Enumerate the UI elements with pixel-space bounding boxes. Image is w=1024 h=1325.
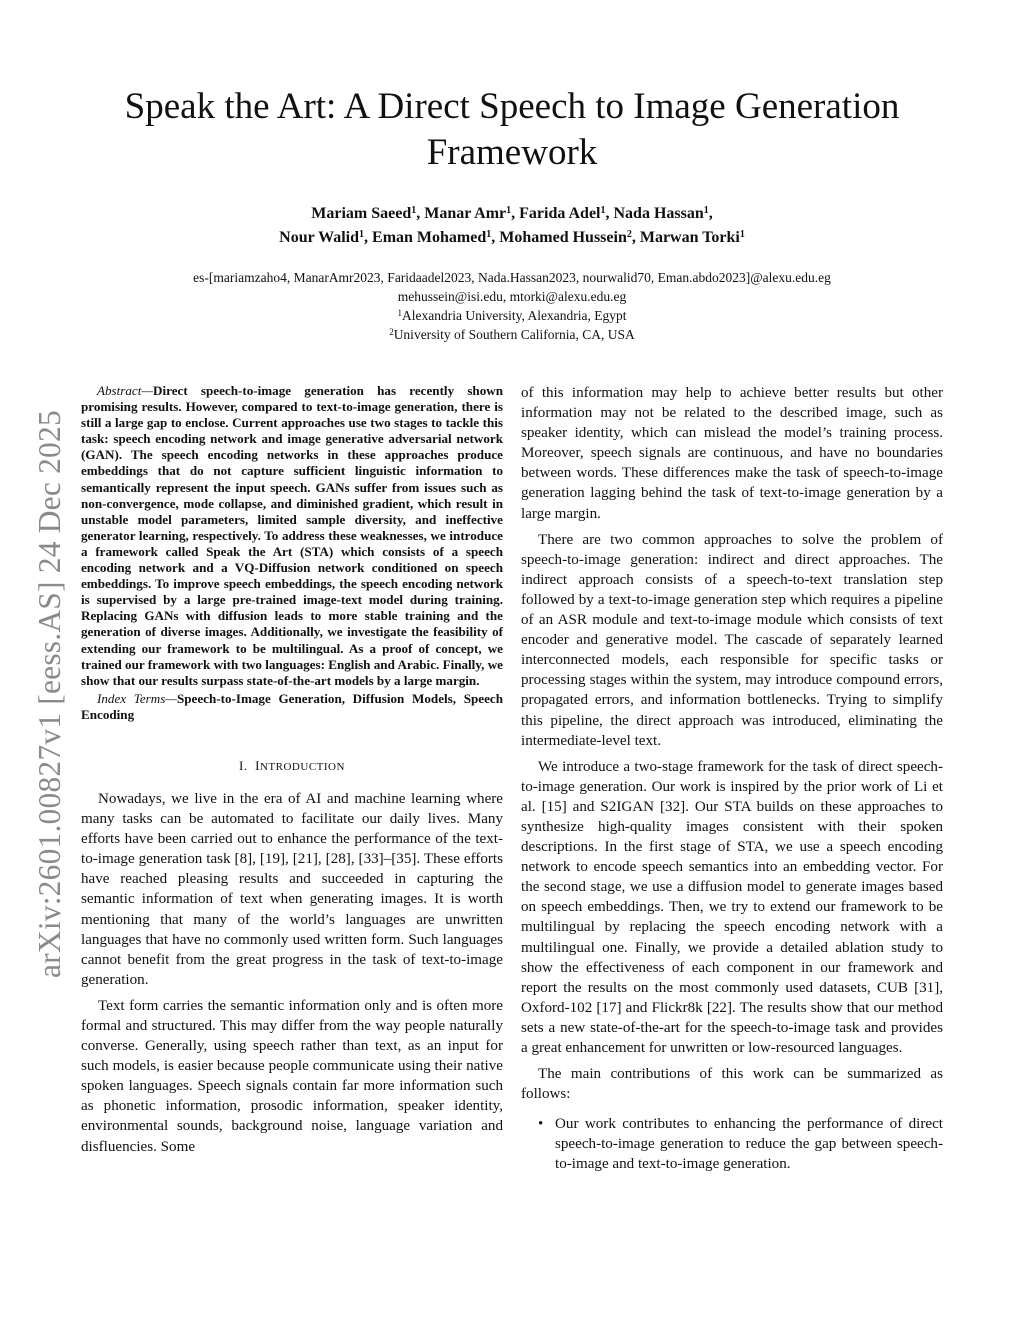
section-heading-introduction: I. INTRODUCTION xyxy=(239,757,345,773)
author: Manar Amr xyxy=(424,205,507,222)
author: Mohamed Hussein xyxy=(499,229,627,246)
author: Marwan Torki xyxy=(639,229,740,246)
abstract xyxy=(81,383,503,689)
paper-title: Speak the Art: A Direct Speech to Image Generation Framework xyxy=(124,86,900,173)
contributions-list xyxy=(521,1114,943,1174)
email-line-2: mehussein@isi.edu, mtorki@alexu.edu.eg xyxy=(397,289,627,304)
author: Farida Adel xyxy=(519,205,601,222)
affiliation-1: $^1$Alexandria University, Alexandria, Egypt xyxy=(397,308,627,323)
author: Mariam Saeed xyxy=(311,205,412,222)
author-affiliation-mark: 1 xyxy=(359,229,365,240)
paper-header xyxy=(80,84,944,344)
author: Eman Mohamed xyxy=(372,229,487,246)
author-affiliation-mark: 1 xyxy=(739,229,745,240)
arxiv-identifier-stamp: arXiv:2601.00827v1 [eess.AS] 24 Dec 2025 xyxy=(32,410,67,978)
author-line-1: Mariam Saeed$^1$, Manar Amr$^1$, Farida Adel$^1$, Nada Hassan$^1$, xyxy=(311,205,713,222)
list-item xyxy=(521,1114,943,1174)
author-affiliation-mark: 1 xyxy=(411,205,417,216)
paragraph: There are two common approaches to solve the problem of speech-to-image generation: indirect and direct approaches. The indirect approach consists of a speech-to-text translation step followed by a text-to-image generation step which requires a pipeline of an ASR module and text-to-image module which consists of text encoder and generative model. The cascade of separately learned interconnected models, each responsible for specific tasks or processing stages within the system, may introduce compound errors, propagated errors, and information bottlenecks. Trying to simplify this pipeline, the direct approach was introduced, eliminating the intermediate-level text. xyxy=(521,531,943,749)
paragraph: The main contributions of this work can be summarized as follows: xyxy=(521,1066,943,1103)
bullet-icon: • xyxy=(538,1116,544,1133)
author-affiliation-mark: 2 xyxy=(626,229,632,240)
index-terms-label: Index Terms— xyxy=(97,690,177,706)
author: Nada Hassan xyxy=(613,205,704,222)
author-affiliation-mark: 1 xyxy=(506,205,512,216)
author-affiliation-mark: 1 xyxy=(703,205,709,216)
author-affiliation-mark: 1 xyxy=(486,229,492,240)
index-terms xyxy=(81,691,503,723)
affiliation-2: $^2$University of Southern California, CA, USA xyxy=(389,327,635,342)
left-column xyxy=(81,383,503,1157)
paragraph: Text form carries the semantic information only and is often more formal and structured. This may differ from the way people naturally converse. Generally, using speech rather than text, as an input for such models, is easier because people communicate using their native spoken languages. Speech signals contain far more information such as phonetic information, prosodic information, speaker identity, environmental sounds, background noise, language variation and disfluencies. Some xyxy=(81,997,503,1155)
right-column xyxy=(521,383,943,1175)
contribution-text: Our work contributes to enhancing the performance of direct speech-to-image generation to reduce the gap between speech-to-image and text-to-image generation. xyxy=(555,1116,943,1173)
email-line-1: es-[mariamzaho4, ManarAmr2023, Faridaadel2023, Nada.Hassan2023, nourwalid70, Eman.abdo2023]@alexu.edu.eg xyxy=(193,270,831,285)
paragraph: of this information may help to achieve better results but other information may not be related to the described image, such as speaker identity, which can mislead the model’s training process. Moreover, speech signals are continuous, and have no boundaries between words. These differences make the task of speech-to-image generation lagging behind the task of text-to-image generation by a large margin. xyxy=(521,385,943,522)
index-terms-text: Speech-to-Image Generation, Diffusion Models, Speech Encoding xyxy=(81,690,503,722)
author-list xyxy=(80,202,944,250)
abstract-label: Abstract— xyxy=(97,383,154,398)
author-line-2: Nour Walid$^1$, Eman Mohamed$^1$, Mohamed Hussein$^2$, Marwan Torki$^1$ xyxy=(279,229,745,246)
abstract-text: Direct speech-to-image generation has recently shown promising results. However, compared to text-to-image generation, there is still a large gap to enclose. Current approaches use two stages to tackle this task: speech encoding network and image generative adversarial network (GAN). The speech encoding networks in these approaches produce embeddings that do not capture sufficient linguistic information to semantically represent the input speech. GANs suffer from issues such as non-convergence, mode collapse, and diminished gradient, which result in unstable model parameters, limited sample diversity, and ineffective generator learning, respectively. To address these weaknesses, we introduce a framework called Speak the Art (STA) which consists of a speech encoding network and a VQ-Diffusion network conditioned on speech embeddings. To improve speech embeddings, the speech encoding network is supervised by a large pre-trained image-text model during training. Replacing GANs with diffusion leads to more stable training and the generation of diverse images. Additionally, we investigate the feasibility of extending our framework to be multilingual. As a proof of concept, we trained our framework with two languages: English and Arabic. Finally, we show that our results surpass state-of-the-art models by a large margin. xyxy=(81,383,503,688)
paragraph: Nowadays, we live in the era of AI and machine learning where many tasks can be automated to facilitate our daily lives. Many efforts have been carried out to enhance the performance of the text-to-image generation task [8], [19], [21], [28], [33]–[35]. These efforts have reached pleasing results and succeeded in capturing the semantic information of text when generating images. It is worth mentioning that many of the world’s languages are unwritten languages that have no commonly used written form. Such languages cannot benefit from the great progress in the task of text-to-image generation. xyxy=(81,790,503,988)
author-affiliation-mark: 1 xyxy=(600,205,606,216)
affiliation-block xyxy=(80,268,944,344)
paragraph: We introduce a two-stage framework for the task of direct speech-to-image generation. Our work is inspired by the prior work of Li et al. [15] and S2IGAN [32]. Our STA builds on these approaches to synthesize high-quality images consistent with their spoken descriptions. In the first stage of STA, we use a speech encoding network to encode speech semantics into an embedding vector. For the second stage, we use a diffusion model to generate images based on speech embeddings. Then, we try to extend our framework to be multilingual by replacing the speech encoding network with a multilingual one. Finally, we provide a detailed ablation study to show the effectiveness of each component in our framework and report the results on the most commonly used datasets, CUB [31], Oxford-102 [17] and Flickr8k [22]. The results show that our method sets a new state-of-the-art for the speech-to-image task and provides a great enhancement for unwritten or low-resourced languages. xyxy=(521,758,943,1056)
author: Nour Walid xyxy=(279,229,360,246)
